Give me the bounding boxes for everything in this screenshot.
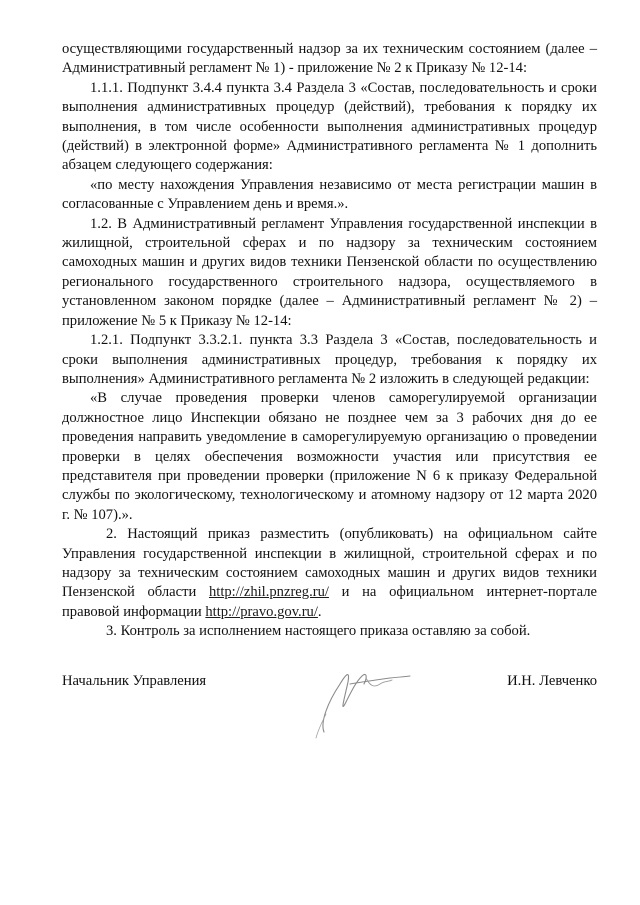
signature-block (62, 662, 597, 742)
paragraph-control: 3. Контроль за исполнением настоящего приказа оставляю за собой. (106, 623, 531, 640)
paragraph-1-2: 1.2. В Административный регламент Управления государственной инспекции в жилищной, строительной сферах и по надзору за техническим состоянием самоходных машин и других видов техники Пензенской области по осуществлению регионального государственного строительного надзора, осуществляемого в установленном законом порядке (далее – Административный регламент № 2) – приложение № 5 к Приказу № 12-14: (62, 215, 597, 329)
paragraph-1-2-1: 1.2.1. Подпункт 3.3.2.1. пункта 3.3 Раздела 3 «Состав, последовательность и сроки выполнения административных процедур, требования к порядку их выполнения» Административного регламента № 2 изложить в следующей редакции: (62, 332, 597, 387)
paragraph-quote-2: «В случае проведения проверки членов саморегулируемой организации должностное лицо Инспекции обязано не позднее чем за 3 рабочих дня до ее проведения направить уведомление в саморегулируемую организацию о проведении проверки в целях обеспечения возможности участия или присутствия ее представителя при проведении проверки (приложение N 6 к приказу Федеральной службы по экологическому, технологическому и атомному надзору от 12 марта 2020 г. № 107).». (62, 390, 597, 523)
handwritten-signature (310, 662, 420, 740)
pravo-gov-link[interactable]: http://pravo.gov.ru/ (205, 603, 318, 620)
paragraph-continuation: осуществляющими государственный надзор за их техническим состоянием (далее – Административный регламент № 1) - приложение № 2 к Приказу № 12-14: (62, 41, 597, 77)
document-body (62, 40, 597, 642)
publication-text-middle: и на официальном интернет-портале правовой информации (62, 584, 597, 620)
signatory-position: Начальник Управления (62, 673, 207, 689)
signatory-name: И.Н. Левченко (507, 673, 597, 689)
zhil-pnzreg-link[interactable]: http://zhil.pnzreg.ru/ (208, 584, 329, 601)
paragraph-publication (62, 525, 597, 622)
publication-text-before: 2. Настоящий приказ разместить (опубликовать) на официальном сайте Управления государственной инспекции в жилищной, строительной сферах и по надзору за техническим состоянием самоходных машин и других видов техники Пензенской области (62, 526, 597, 601)
paragraph-1-1-1: 1.1.1. Подпункт 3.4.4 пункта 3.4 Раздела 3 «Состав, последовательность и сроки выполнения административных процедур (действий), требования к порядку их выполнения, в том числе особенности выполнения административных процедур (действий) в электронной форме» Административного регламента № 1 дополнить абзацем следующего содержания: (62, 79, 597, 174)
publication-text-after: . (317, 603, 322, 620)
paragraph-quote-1: «по месту нахождения Управления независимо от места регистрации машин в согласованные с Управлением день и время.». (62, 176, 597, 213)
